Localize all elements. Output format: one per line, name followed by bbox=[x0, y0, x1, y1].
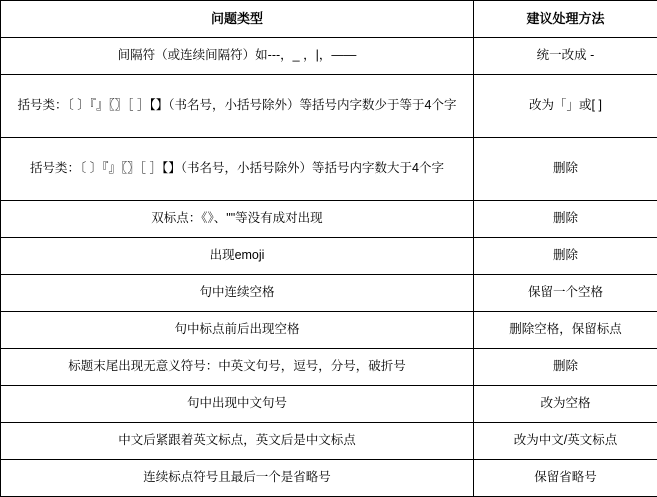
cell-problem-type: 标题末尾出现无意义符号：中英文句号，逗号，分号，破折号 bbox=[1, 349, 474, 386]
cell-problem-type: 句中连续空格 bbox=[1, 275, 474, 312]
cell-suggested-action: 统一改成 - bbox=[474, 38, 657, 75]
cell-suggested-action: 保留一个空格 bbox=[474, 275, 657, 312]
cell-problem-type: 连续标点符号且最后一个是省略号 bbox=[1, 460, 474, 497]
cell-problem-type: 间隔符（或连续间隔符）如---，_ ，|，—— bbox=[1, 38, 474, 75]
table-body bbox=[1, 38, 657, 497]
cell-problem-type: 句中标点前后出现空格 bbox=[1, 312, 474, 349]
cell-suggested-action: 删除 bbox=[474, 238, 657, 275]
cell-suggested-action: 改为空格 bbox=[474, 386, 657, 423]
table-row bbox=[1, 138, 657, 201]
cell-suggested-action: 改为「」或[ ] bbox=[474, 75, 657, 138]
table-row bbox=[1, 423, 657, 460]
cell-suggested-action: 删除空格，保留标点 bbox=[474, 312, 657, 349]
cell-problem-type: 括号类：〔 〕『』〖〗［ ］【】（书名号，小括号除外）等括号内字数少于等于4个字 bbox=[1, 75, 474, 138]
cell-problem-type: 括号类：〔 〕『』〖〗［ ］【】（书名号，小括号除外）等括号内字数大于4个字 bbox=[1, 138, 474, 201]
cell-suggested-action: 保留省略号 bbox=[474, 460, 657, 497]
cell-suggested-action: 删除 bbox=[474, 138, 657, 201]
table-row bbox=[1, 312, 657, 349]
table-row bbox=[1, 38, 657, 75]
table-row bbox=[1, 275, 657, 312]
table-header-row bbox=[1, 1, 657, 38]
table-row bbox=[1, 386, 657, 423]
cell-suggested-action: 删除 bbox=[474, 201, 657, 238]
table-row bbox=[1, 238, 657, 275]
cell-problem-type: 双标点：《》、""等没有成对出现 bbox=[1, 201, 474, 238]
cell-problem-type: 中文后紧跟着英文标点，英文后是中文标点 bbox=[1, 423, 474, 460]
cell-problem-type: 出现emoji bbox=[1, 238, 474, 275]
table-row bbox=[1, 75, 657, 138]
column-header-problem-type: 问题类型 bbox=[1, 1, 474, 38]
table-row bbox=[1, 349, 657, 386]
cell-suggested-action: 删除 bbox=[474, 349, 657, 386]
table-row bbox=[1, 460, 657, 497]
cell-problem-type: 句中出现中文句号 bbox=[1, 386, 474, 423]
cell-suggested-action: 改为中文/英文标点 bbox=[474, 423, 657, 460]
column-header-suggested-action: 建议处理方法 bbox=[474, 1, 657, 38]
table-row bbox=[1, 201, 657, 238]
